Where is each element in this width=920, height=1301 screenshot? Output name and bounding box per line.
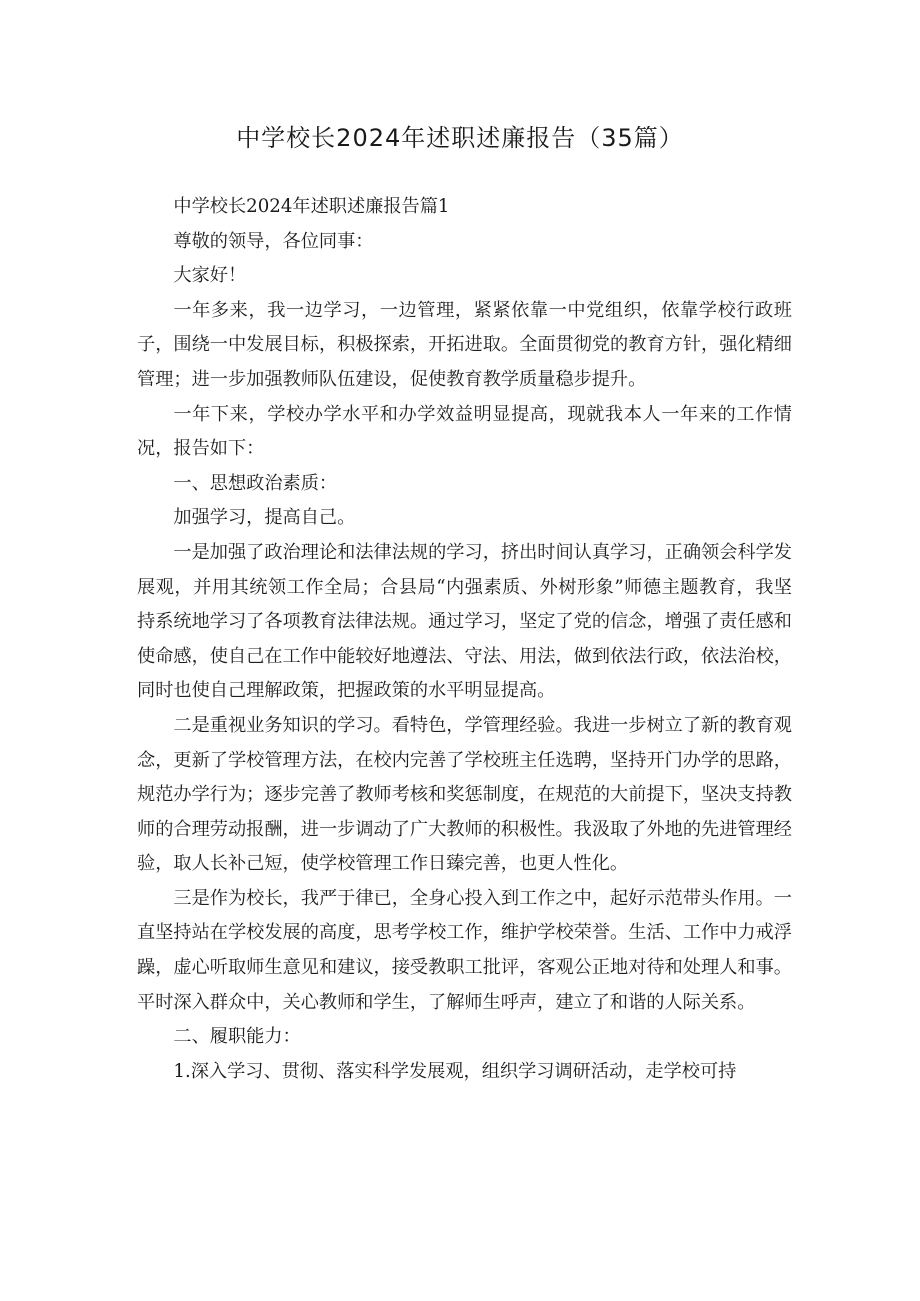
subsection-heading: 二、履职能力： <box>173 1026 301 1048</box>
body-paragraph: 1.深入学习、贯彻、落实科学发展观，组织学习调研活动，走学校可持 <box>173 1060 737 1082</box>
document-body <box>137 190 792 1089</box>
subsection-heading: 一、思想政治素质： <box>173 472 338 494</box>
section-heading: 中学校长2024年述职述廉报告篇1 <box>173 196 450 217</box>
salutation: 尊敬的领导，各位同事： <box>173 230 374 252</box>
body-paragraph: 二是重视业务知识的学习。看特色，学管理经验。我进一步树立了新的教育观念，更新了学校管理方法，在校内完善了学校班主任选聘，坚持开门办学的思路，规范办学行为；逐步完善了教师考核和奖惩制度，在规范的大前提下，坚决支持教师的合理劳动报酬，进一步调动了广大教师的积极性。我汲取了外地的先进管理经验，取人长补己短，使学校管理工作日臻完善，也更人性化。 <box>137 714 792 875</box>
body-paragraph: 一年多来，我一边学习，一边管理，紧紧依靠一中党组织，依靠学校行政班子，围绕一中发展目标，积极探索，开拓进取。全面贯彻党的教育方针，强化精细管理；进一步加强教师队伍建设，促使教育教学质量稳步提升。 <box>137 299 792 390</box>
document-title: 中学校长2024年述职述廉报告（35篇） <box>236 124 684 152</box>
greeting: 大家好！ <box>173 265 247 287</box>
body-paragraph: 三是作为校长，我严于律已，全身心投入到工作之中，起好示范带头作用。一直坚持站在学校发展的高度，思考学校工作，维护学校荣誉。生活、工作中力戒浮躁，虚心听取师生意见和建议，接受教职工批评，客观公正地对待和处理人和事。平时深入群众中，关心教师和学生，了解师生呼声，建立了和谐的人际关系。 <box>137 887 792 1013</box>
body-paragraph: 加强学习，提高自己。 <box>173 507 356 529</box>
body-paragraph: 一是加强了政治理论和法律法规的学习，挤出时间认真学习，正确领会科学发展观，并用其统领工作全局；合县局“内强素质、外树形象”师德主题教育，我坚持系统地学习了各项教育法律法规。通过学习，坚定了党的信念，增强了责任感和使命感，使自己在工作中能较好地遵法、守法、用法，做到依法行政，依法治校，同时也使自己理解政策，把握政策的水平明显提高。 <box>137 541 792 702</box>
body-paragraph: 一年下来，学校办学水平和办学效益明显提高，现就我本人一年来的工作情况，报告如下： <box>137 403 792 460</box>
